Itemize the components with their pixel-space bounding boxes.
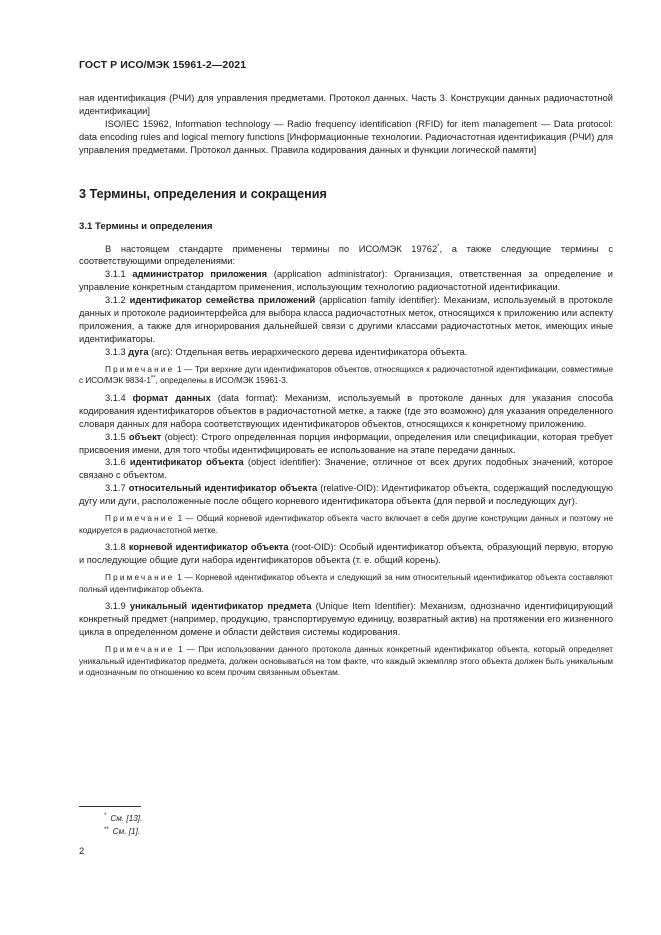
intro-paragraph [79, 243, 613, 269]
note-label: Примечание [105, 514, 175, 524]
term-3-1-8 [79, 541, 613, 567]
footnote-mark: * [104, 813, 107, 820]
term-number: 3.1.9 [105, 601, 126, 612]
intro-text: В настоящем стандарте применены термины по ИСО/МЭК 19762 [105, 243, 438, 254]
term-3-1-3 [79, 346, 613, 359]
term-number: 3.1.8 [105, 542, 126, 553]
note-unique-item [79, 644, 613, 679]
section-title: 3 Термины, определения и сокращения [79, 186, 327, 201]
note-root-oid [79, 513, 613, 536]
subsection-title: 3.1 Термины и определения [79, 220, 213, 232]
term-definition: (relative-OID): Идентификатор объекта, содержащий последующую дугу или дуги, расположенные после общего корневого идентификатора объекта (для первой и последующих дуг). [79, 483, 613, 507]
term-3-1-9 [79, 600, 613, 639]
note-number: 1 [177, 514, 183, 524]
note-number: 1 [178, 644, 183, 654]
reference-continuation: ная идентификация (РЧИ) для управления предметами. Протокол данных. Часть 3. Конструкции данных радиочастотной идентификации] [79, 93, 613, 116]
term-number: 3.1.2 [105, 295, 126, 306]
term-number: 3.1.3 [105, 346, 126, 357]
term-definition: (object): Строго определенная порция информации, определения или спецификации, которая требует присвоения имени, для того чтобы идентифицировать ее использование на этапе передачи данных. [79, 431, 613, 455]
term-definition: (Unique Item Identifier): Механизм, однозначно идентифицирующий конкретный предмет (например, продукцию, транспортируемую единицу, возвратный актив) на протяжении его жизненного цикла в определенном домене и области действия системы кодирования. [79, 601, 613, 638]
term-definition: (application family identifier): Механизм, используемый в протоколе данных и протоколе радиоинтерфейса для выбора класса радиочастотных меток, относящихся к приложению или аспекту приложения, а также для игнорирования дальнейшей связи с другими классами радиочастотных меток, имеющих иные идентификаторы. [79, 295, 613, 344]
note-label: Примечание [105, 644, 175, 654]
note-text: — Три верхние дуги идентификаторов объектов, относящихся к радиочастотной идентификации, совместимые с ИСО/МЭК 9834-1 [79, 364, 613, 386]
term-definition: (application administrator): Организация, ответственная за определение и управление конкретным стандартом применения, использующим технологию радиочастотной идентификации. [79, 269, 613, 293]
note-text-end: , определены в ИСО/МЭК 15961-3. [155, 376, 289, 386]
term-name: администратор приложения [132, 269, 268, 280]
term-3-1-1 [79, 268, 613, 294]
term-name: идентификатор объекта [129, 457, 244, 468]
term-number: 3.1.1 [105, 269, 126, 280]
footnote-item [104, 825, 142, 838]
term-number: 3.1.6 [105, 457, 126, 468]
term-3-1-4 [79, 392, 613, 431]
term-3-1-7 [79, 482, 613, 508]
term-name: формат данных [132, 392, 211, 403]
footnote-ref: ** [150, 375, 156, 382]
term-definition: (object identifier): Значение, отличное от всех других подобных значений, которое связано с объектом. [79, 457, 614, 481]
note-text: — При использовании данного протокола данных конкретный идентификатор объекта, который определяет уникальный идентификатор предмета, должен основываться на том факте, что каждый экземпляр этого объекта должен быть уникальным и однозначным по отношению ко всем прочим связанным объектам. [79, 644, 613, 678]
footnote-ref: * [437, 243, 440, 250]
term-name: дуга [128, 346, 149, 357]
note-full-oid [79, 572, 613, 595]
note-text: — Общий корневой идентификатор объекта часто включает в себя другие конструкции данных и поэтому не кодируется в радиочастотной метке. [79, 514, 613, 535]
term-definition: (data format): Механизм, используемый в протоколе данных для указания способа кодирования идентификаторов объектов в радиочастотной метке, а также (где это возможно) для указания определенного словаря данных для набора соответствующих идентификаторов объектов, относящихся к конкретному приложению. [79, 392, 613, 429]
term-3-1-5 [79, 431, 613, 457]
note-number: 1 [177, 573, 182, 583]
term-number: 3.1.5 [105, 431, 126, 442]
note-number: 1 [177, 364, 182, 374]
term-3-1-6 [79, 456, 613, 482]
note-oid-arcs [79, 364, 613, 387]
footnotes [104, 812, 142, 839]
note-label: Примечание [105, 573, 175, 583]
term-name: корневой идентификатор объекта [128, 542, 289, 553]
page-number: 2 [79, 846, 85, 857]
reference-iso-15962: ISO/IEC 15962, Information technology — Radio frequency identification (RFID) for item management — Data protocol: data encoding rules and logical memory functions [Информационные технологии. Радиочастотная идентификация (РЧИ) для управления предметами. Протокол данных. Правила кодирования данных и функции логической памяти] [79, 118, 613, 155]
note-label: Примечание [105, 364, 175, 374]
term-name: идентификатор семейства приложений [129, 295, 316, 306]
footnote-text: См. [13]. [110, 814, 143, 823]
intro-text-end: , а также следующие термины с соответствующими определениями: [79, 243, 614, 267]
note-text: — Корневой идентификатор объекта и следующий за ним относительный идентификатор объекта составляют полный идентификатор объекта. [79, 573, 613, 594]
term-name: объект [128, 431, 162, 442]
term-number: 3.1.4 [105, 392, 126, 403]
footnote-item [104, 812, 142, 825]
footnote-divider [79, 806, 141, 807]
term-definition: (arc): Отдельная ветвь иерархического дерева идентификатора объекта. [148, 346, 468, 357]
term-number: 3.1.7 [105, 483, 126, 494]
term-3-1-2 [79, 294, 613, 346]
footnote-text: См. [1]. [112, 827, 141, 837]
term-definition: (root-OID): Особый идентификатор объекта, образующий первую, вторую и последующие общие дуги набора идентификаторов объекта (т. е. общий корень). [79, 542, 613, 566]
footnote-mark: ** [104, 826, 109, 833]
term-name: уникальный идентификатор предмета [129, 601, 312, 612]
page-content [79, 92, 613, 679]
standard-header: ГОСТ Р ИСО/МЭК 15961-2—2021 [79, 59, 247, 71]
term-name: относительный идентификатор объекта [128, 483, 318, 494]
